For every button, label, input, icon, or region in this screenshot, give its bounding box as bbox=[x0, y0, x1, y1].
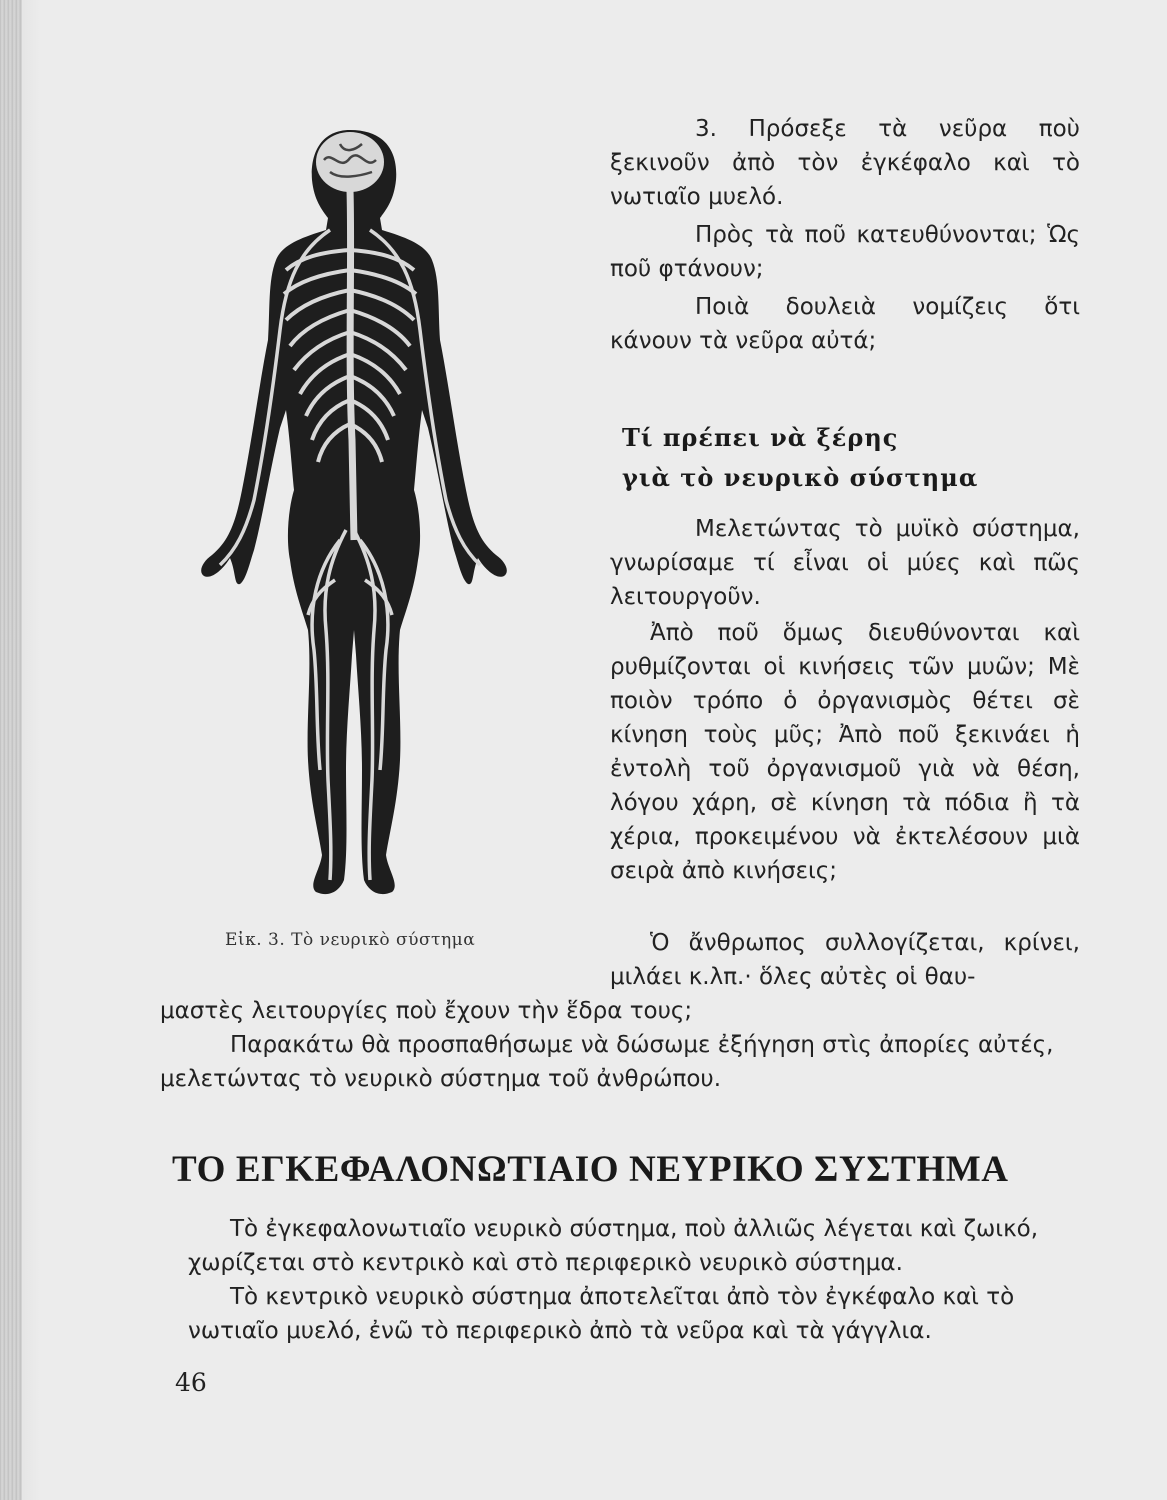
nervous-system-figure bbox=[190, 110, 510, 930]
body-paragraph-3-continuation: μαστὲς λειτουργίες ποὺ ἔχουν τὴν ἕδρα τους; bbox=[160, 998, 693, 1024]
section-title: ΤΟ ΕΓΚΕΦΑΛΟΝΩΤΙΑΙΟ ΝΕΥΡΙΚΟ ΣΥΣΤΗΜΑ bbox=[172, 1149, 1009, 1190]
figure-caption: Εἰκ. 3. Τὸ νευρικὸ σύστημα bbox=[225, 930, 476, 950]
spinal-cord bbox=[350, 190, 354, 540]
question-function-paragraph: Ποιὰ δουλειὰ νομίζεις ὅτι κάνουν τὰ νεῦρα αὐτά; bbox=[610, 294, 1080, 354]
page-number: 46 bbox=[175, 1368, 207, 1397]
body-paragraph-1: Μελετώντας τὸ μυϊκὸ σύστημα, γνωρίσαμε τί εἶναι οἱ μύες καὶ πῶς λειτουργοῦν. bbox=[610, 516, 1080, 610]
section-paragraph-1: Τὸ ἐγκεφαλονωτιαῖο νευρικὸ σύστημα, ποὺ ἀλλιῶς λέγεται καὶ ζωικό, χωρίζεται στὸ κεντρικὸ καὶ στὸ περιφερικὸ νευρικὸ σύστημα. bbox=[188, 1216, 1039, 1276]
human-body-nerves-illustration bbox=[190, 110, 510, 930]
body-paragraph-3: Ὁ ἄνθρωπος συλλογίζεται, κρίνει, μιλάει κ.λπ.· ὅλες αὐτὲς οἱ θαυ- bbox=[610, 930, 1080, 990]
subheading-line-2: γιὰ τὸ νευρικὸ σύστημα bbox=[622, 463, 979, 492]
body-paragraph-4: Παρακάτω θὰ προσπαθήσωμε νὰ δώσωμε ἐξήγηση στὶς ἀπορίες αὐτές, μελετώντας τὸ νευρικὸ σύστημα τοῦ ἀνθρώπου. bbox=[160, 1032, 1054, 1092]
question-3-paragraph: 3. Πρόσεξε τὰ νεῦρα ποὺ ξεκινοῦν ἀπὸ τὸν ἐγκέφαλο καὶ τὸ νωτιαῖο μυελό. bbox=[610, 116, 1080, 210]
body-paragraph-2: Ἀπὸ ποῦ ὅμως διευθύνονται καὶ ρυθμίζονται οἱ κινήσεις τῶν μυῶν; Μὲ ποιὸν τρόπο ὁ ὀργανισμὸς θέτει σὲ κίνηση τοὺς μῦς; Ἀπὸ ποῦ ξεκινάει ἡ ἐντολὴ τοῦ ὀργανισμοῦ γιὰ νὰ θέση, λόγου χάρη, σὲ κίνηση τὰ πόδια ἢ τὰ χέρια, προκειμένου νὰ ἐκτελέσουν μιὰ σειρὰ ἀπὸ κινήσεις; bbox=[610, 620, 1080, 884]
page-binding-edge bbox=[0, 0, 22, 1500]
subheading-line-1: Τί πρέπει νὰ ξέρης bbox=[622, 423, 899, 452]
question-direction-paragraph: Πρὸς τὰ ποῦ κατευθύνονται; Ὡς ποῦ φτάνουν; bbox=[610, 222, 1080, 282]
section-paragraph-2: Τὸ κεντρικὸ νευρικὸ σύστημα ἀποτελεῖται ἀπὸ τὸν ἐγκέφαλο καὶ τὸ νωτιαῖο μυελό, ἐνῶ τὸ περιφερικὸ ἀπὸ τὰ νεῦρα καὶ τὰ γάγγλια. bbox=[188, 1284, 1015, 1344]
